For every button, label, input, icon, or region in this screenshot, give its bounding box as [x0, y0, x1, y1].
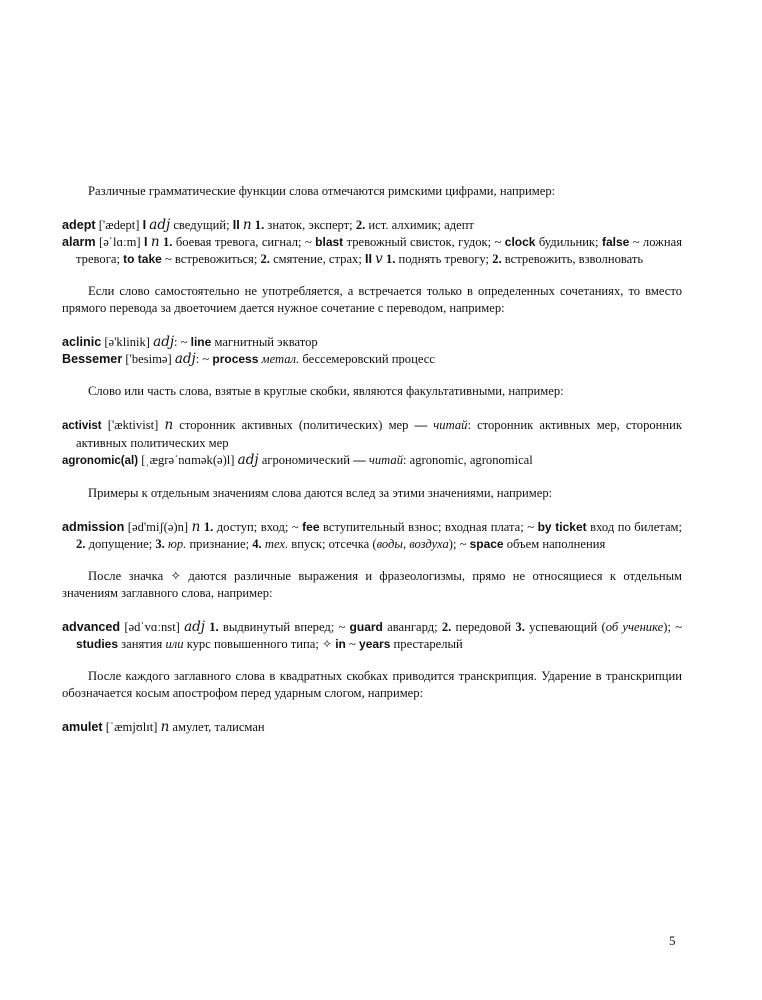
headword: activist [62, 420, 102, 432]
intro-combinations: Если слово самостоятельно не употребляется, а встречается только в определенных сочетаниях, то вместо прямого перевода за двоеточием дается нужное сочетание с переводом, например: [62, 284, 682, 315]
entry-alarm: alarm [əˈlɑːm] I n 1. боевая тревога, сигнал; ~ blast тревожный свисток, гудок; ~ clock будильник; false ~ ложная тревога; to take ~ встревожиться; 2. смятение, страх; II v 1. поднять тревогу; 2. встревожить, взволновать [62, 234, 683, 267]
transcription: ['besimə] [122, 352, 175, 366]
idiom-diamond-icon: ✧ [322, 637, 333, 651]
transcription: [ˈæmjʊlɪt] [102, 720, 161, 734]
entry-advanced: advanced [ədˈvɑːnst] adj 1. выдвинутый вперед; ~ guard авангард; 2. передовой 3. успевающий (об ученике); ~ studies занятия или курс повышенного типа; ✧ in ~ years престарелый [62, 619, 683, 651]
intro-roman-numerals: Различные грамматические функции слова отмечаются римскими цифрами, например: [88, 184, 556, 198]
entry-activist: activist ['æktivist] n сторонник активных (политических) мер — читай: сторонник активных мер, сторонник активных политических мер [62, 417, 682, 450]
entry-admission: admission [əd'miʃ(ə)n] n 1. доступ; вход; ~ fee вступительный взнос; входная плата; ~ by ticket вход по билетам; 2. допущение; 3. юр. признание; 4. тех. впуск; отсечка (воды, воздуха); ~ space объем наполнения [62, 519, 683, 551]
intro-examples: Примеры к отдельным значениям слова даются вслед за этими значениями, например: [88, 486, 553, 500]
headword: adept [62, 218, 96, 232]
intro-optional-parts: Слово или часть слова, взятые в круглые скобки, являются факультативными, например: [88, 384, 564, 398]
entry-bessemer: Bessemer ['besimə] adj: ~ process метал. бессемеровский процесс [62, 351, 435, 367]
headword: alarm [62, 235, 96, 249]
transcription: ['æktivist] [101, 418, 165, 432]
entry-aclinic: aclinic [ə'klinik] adj: ~ line магнитный экватор [62, 334, 318, 350]
entry-amulet: amulet [ˈæmjʊlɪt] n амулет, талисман [62, 719, 265, 735]
headword: aclinic [62, 335, 102, 349]
entry-adept: adept ['ædept] I adj сведущий; II n 1. знаток, эксперт; 2. ист. алхимик; адепт [62, 217, 474, 233]
headword: Bessemer [62, 352, 123, 366]
page-number: 5 [669, 933, 676, 948]
transcription: [ə'klinik] [101, 335, 154, 349]
headword: amulet [62, 720, 103, 734]
transcription: [ˌægrəˈnɑmək(ə)l] [138, 453, 238, 467]
headword: agronomic(al) [62, 455, 139, 467]
dictionary-page [62, 183, 682, 736]
transcription: ['ædept] [95, 218, 143, 232]
transcription: [ədˈvɑːnst] [120, 620, 185, 634]
transcription: [əˈlɑːm] [95, 235, 144, 249]
intro-transcription: После каждого заглавного слова в квадратных скобках приводится транскрипция. Ударение в транскрипции обозначается косым апострофом перед ударным слогом, например: [62, 669, 682, 700]
entry-agronomic: agronomic(al) [ˌægrəˈnɑmək(ə)l] adj агрономический — читай: agronomic, agronomical [62, 452, 533, 468]
headword: advanced [62, 620, 121, 634]
headword: admission [62, 520, 125, 534]
transcription: [əd'miʃ(ə)n] [124, 520, 192, 534]
intro-idioms: После значка ✧ даются различные выражения и фразеологизмы, прямо не относящиеся к отдельным значениям заглавного слова, например: [62, 569, 682, 600]
